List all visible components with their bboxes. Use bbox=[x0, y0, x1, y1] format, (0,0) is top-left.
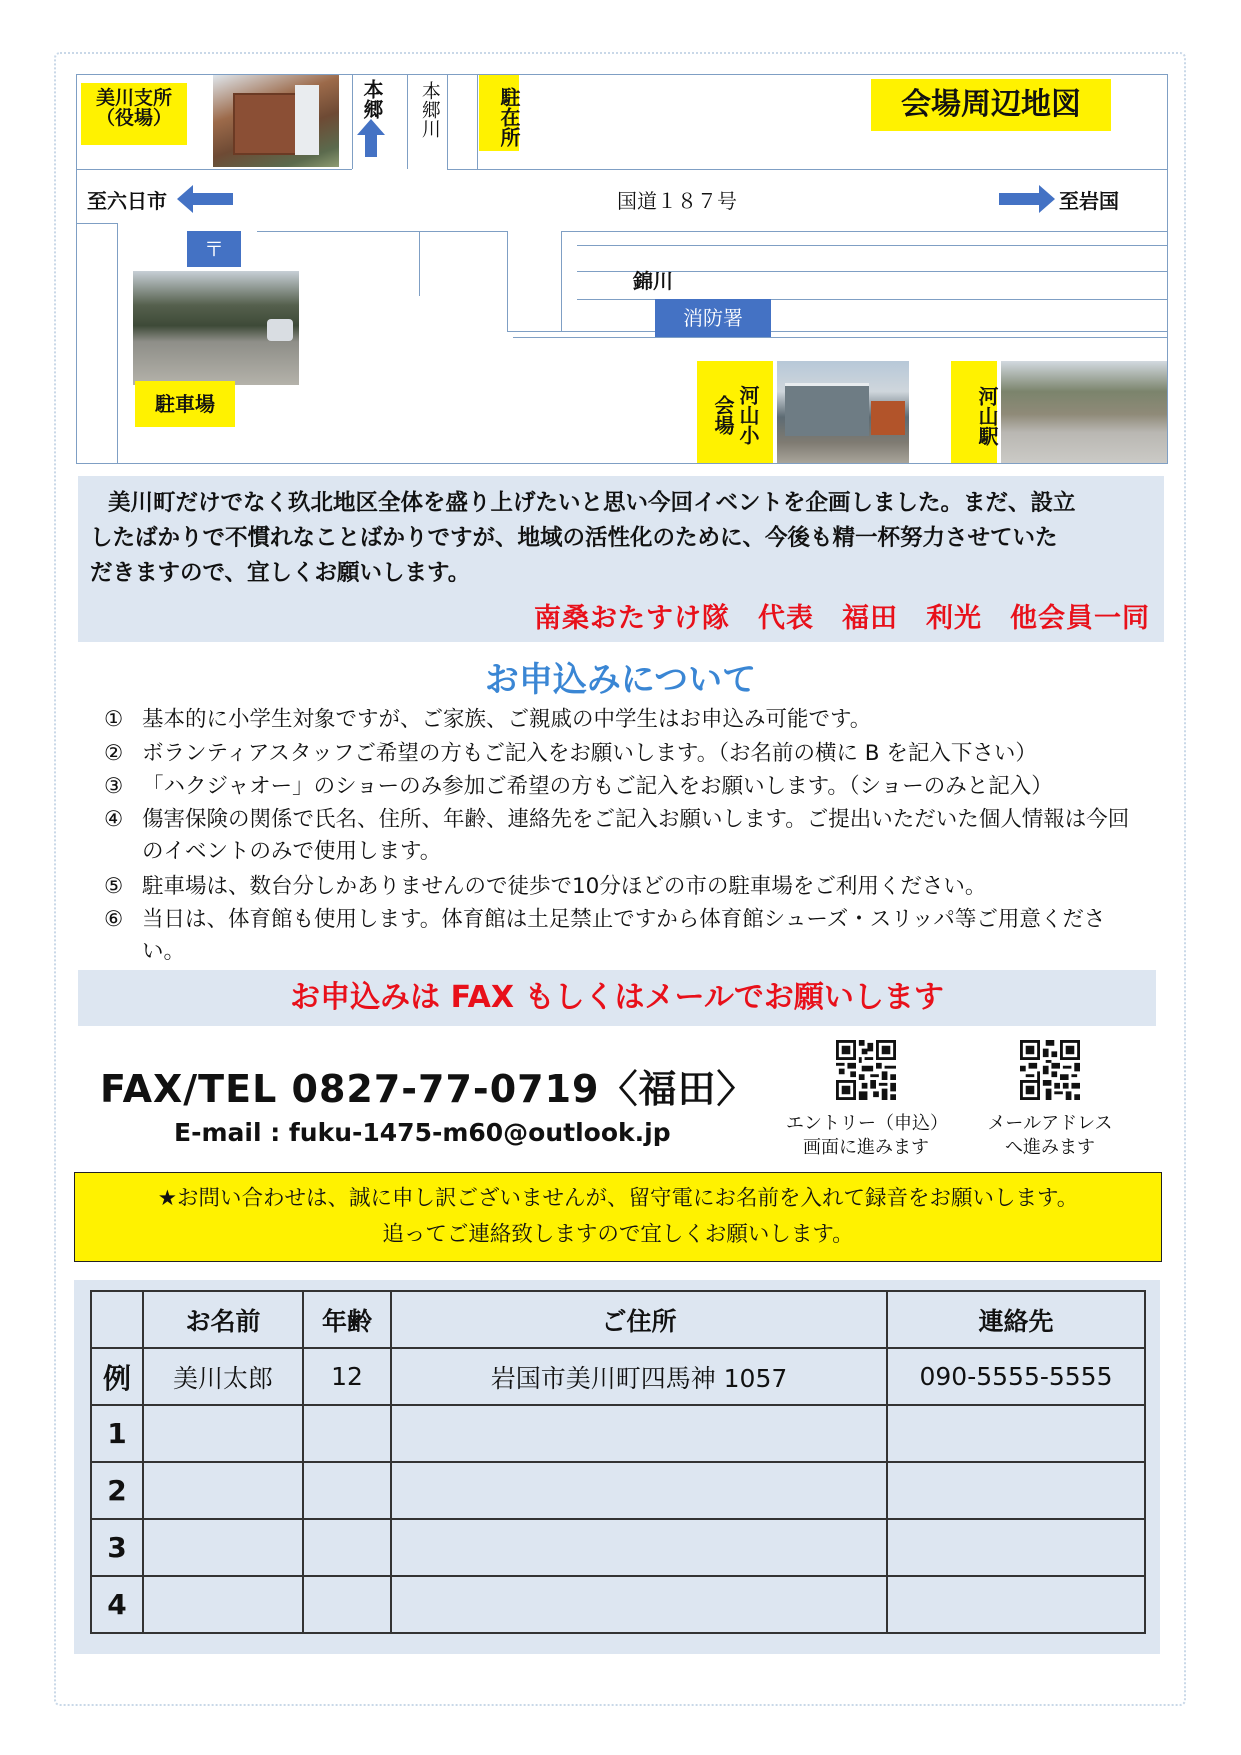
map-title: 会場周辺地図 bbox=[871, 79, 1111, 131]
email-qr-caption: メールアドレス へ進みます bbox=[987, 1113, 1113, 1158]
message-line-3: だきますので、宜しくお願いします。 bbox=[90, 560, 471, 586]
contact-cell[interactable] bbox=[887, 1462, 1145, 1519]
kawayama-station-label: 河山駅 bbox=[951, 361, 997, 463]
contact-cell[interactable] bbox=[887, 1519, 1145, 1576]
parking-photo bbox=[133, 271, 299, 385]
example-age: 12 bbox=[303, 1348, 391, 1405]
application-method: お申込みは FAX もしくはメールでお願いします bbox=[78, 970, 1156, 1026]
application-item-3: ③ 「ハクジャオー」のショーのみ参加ご希望の方もご記入をお願いします。（ショーのみと記入） bbox=[104, 774, 1053, 799]
message-line-1: 美川町だけでなく玖北地区全体を盛り上げたいと思い今回イベントを企画しました。まだ、設立 bbox=[108, 490, 1076, 516]
application-item-4: ④ 傷害保険の関係で氏名、住所、年齢、連絡先をご記入お願いします。ご提出いただいた個人情報は今回のイベントのみで使用します。 bbox=[104, 807, 1130, 864]
fax-tel: FAX/TEL 0827-77-0719〈福田〉 bbox=[100, 1067, 756, 1111]
header-name: お名前 bbox=[143, 1291, 303, 1348]
table-row: 2 bbox=[91, 1462, 1145, 1519]
post-office-icon: 〒 bbox=[187, 231, 241, 267]
application-form bbox=[74, 1280, 1160, 1654]
address-cell[interactable] bbox=[391, 1462, 887, 1519]
kawayama-school-photo bbox=[777, 361, 909, 463]
example-address: 岩国市美川町四馬神 1057 bbox=[391, 1348, 887, 1405]
age-cell[interactable] bbox=[303, 1405, 391, 1462]
hongo-label: 本郷 bbox=[360, 79, 384, 119]
application-item-1: ① 基本的に小学生対象ですが、ご家族、ご親戚の中学生はお申込み可能です。 bbox=[104, 707, 872, 732]
name-cell[interactable] bbox=[143, 1462, 303, 1519]
example-name: 美川太郎 bbox=[143, 1348, 303, 1405]
header-contact: 連絡先 bbox=[887, 1291, 1145, 1348]
header-age: 年齢 bbox=[303, 1291, 391, 1348]
address-cell[interactable] bbox=[391, 1519, 887, 1576]
inquiry-notice bbox=[74, 1172, 1162, 1262]
to-iwakuni-label: 至岩国 bbox=[1059, 189, 1119, 213]
email-address[interactable]: E-mail : fuku-1475-m60@outlook.jp bbox=[174, 1118, 671, 1147]
email-qr-code-icon[interactable] bbox=[1020, 1040, 1080, 1100]
nishikigawa-label: 錦川 bbox=[633, 269, 673, 293]
notice-line-2: 追ってご連絡致しますので宜しくお願いします。 bbox=[382, 1222, 854, 1247]
venue-map bbox=[76, 74, 1168, 464]
application-title: お申込みについて bbox=[484, 660, 757, 700]
arrow-up-icon bbox=[357, 119, 385, 157]
entry-qr-code-icon[interactable] bbox=[836, 1040, 896, 1100]
contact-cell[interactable] bbox=[887, 1405, 1145, 1462]
header-address: ご住所 bbox=[391, 1291, 887, 1348]
table-row: 例 美川太郎 12 岩国市美川町四馬神 1057 090-5555-5555 bbox=[91, 1348, 1145, 1405]
application-item-2: ② ボランティアスタッフご希望の方もご記入をお願いします。（お名前の横に B を記入下さい） bbox=[104, 741, 1037, 766]
application-item-5: ⑤ 駐車場は、数台分しかありませんので徒歩で10分ほどの市の駐車場をご利用ください。 bbox=[104, 874, 987, 899]
notice-line-1: ★お問い合わせは、誠に申し訳ございませんが、留守電にお名前を入れて録音をお願いします。 bbox=[157, 1186, 1079, 1211]
police-box-label: 駐在所 bbox=[479, 75, 519, 151]
name-cell[interactable] bbox=[143, 1405, 303, 1462]
application-item-6: ⑥ 当日は、体育館も使用します。体育館は土足禁止ですから体育館シューズ・スリッパ等ご用意ください。 bbox=[104, 907, 1106, 964]
arrow-right-icon bbox=[999, 185, 1055, 213]
signature: 南桑おたすけ隊 代表 福田 利光 他会員一同 bbox=[534, 603, 1150, 634]
application-form-table bbox=[90, 1290, 1146, 1634]
entry-qr-caption: エントリー（申込） 画面に進みます bbox=[786, 1113, 948, 1158]
fire-station-label: 消防署 bbox=[655, 299, 771, 337]
kawayama-station-photo bbox=[1001, 361, 1167, 463]
route-label: 国道１８７号 bbox=[617, 189, 737, 213]
age-cell[interactable] bbox=[303, 1576, 391, 1633]
contact-cell[interactable] bbox=[887, 1576, 1145, 1633]
message-line-2: したばかりで不慣れなことばかりですが、地域の活性化のために、今後も精一杯努力させていた bbox=[90, 525, 1058, 551]
address-cell[interactable] bbox=[391, 1405, 887, 1462]
to-muikaichi-label: 至六日市 bbox=[87, 189, 167, 213]
branch-office-photo bbox=[213, 75, 339, 167]
address-cell[interactable] bbox=[391, 1576, 887, 1633]
hongogawa-label: 本郷川 bbox=[418, 81, 441, 138]
venue-label: 河山小 会場 bbox=[697, 361, 773, 463]
arrow-left-icon bbox=[177, 185, 233, 213]
table-row: 1 bbox=[91, 1405, 1145, 1462]
table-header-row bbox=[91, 1291, 1145, 1348]
name-cell[interactable] bbox=[143, 1519, 303, 1576]
mikawa-branch-label: 美川支所 （役場） bbox=[81, 83, 187, 145]
name-cell[interactable] bbox=[143, 1576, 303, 1633]
table-row: 3 bbox=[91, 1519, 1145, 1576]
parking-label: 駐車場 bbox=[135, 381, 235, 427]
age-cell[interactable] bbox=[303, 1462, 391, 1519]
example-contact: 090-5555-5555 bbox=[887, 1348, 1145, 1405]
table-row: 4 bbox=[91, 1576, 1145, 1633]
age-cell[interactable] bbox=[303, 1519, 391, 1576]
greeting-message bbox=[78, 476, 1164, 642]
